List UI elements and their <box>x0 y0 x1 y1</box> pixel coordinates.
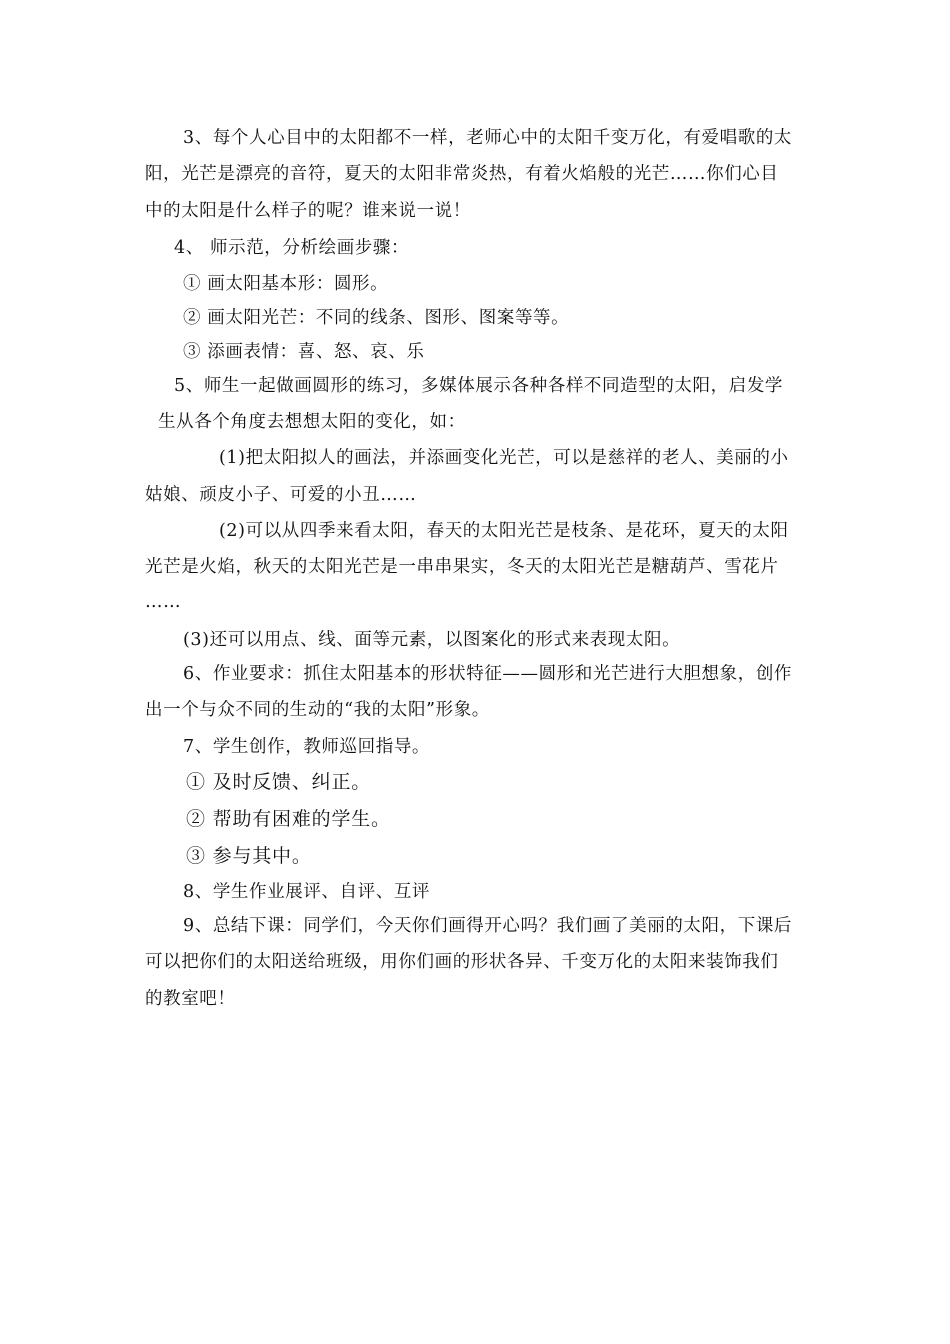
paragraph-3-line-1: 3、每个人心目中的太阳都不一样，老师心中的太阳千变万化，有爱唱歌的太 <box>183 128 793 148</box>
step-4-item-1: ① 画太阳基本形：圆形。 <box>183 274 389 294</box>
paragraph-5-line-2: 生从各个角度去想想太阳的变化，如： <box>158 412 466 432</box>
sub-item-2-line-2: 光芒是火焰，秋天的太阳光芒是一串串果实，冬天的太阳光芒是糖葫芦、雪花片 <box>145 557 779 577</box>
paragraph-7-item-1: ① 及时反馈、纠正。 <box>186 771 372 793</box>
step-4-heading: 4、 师示范，分析绘画步骤： <box>174 238 410 258</box>
sub-item-2-line-3: …… <box>145 592 182 612</box>
paragraph-7-item-3: ③ 参与其中。 <box>186 845 312 867</box>
paragraph-3-line-2: 阳，光芒是漂亮的音符，夏天的太阳非常炎热，有着火焰般的光芒……你们心目 <box>145 164 779 184</box>
sub-item-1-line-1: (1)把太阳拟人的画法，并添画变化光芒，可以是慈祥的老人、美丽的小 <box>219 448 789 468</box>
sub-item-2-line-1: (2)可以从四季来看太阳，春天的太阳光芒是枝条、是花环，夏天的太阳 <box>219 521 789 541</box>
paragraph-6-line-2: 出一个与众不同的生动的“我的太阳”形象。 <box>145 700 490 720</box>
paragraph-3-line-3: 中的太阳是什么样子的呢？谁来说一说！ <box>145 201 471 221</box>
paragraph-7-heading: 7、学生创作，教师巡回指导。 <box>183 737 431 757</box>
paragraph-6-line-1: 6、作业要求：抓住太阳基本的形状特征——圆形和光芒进行大胆想象，创作 <box>183 664 793 684</box>
paragraph-5-line-1: 5、师生一起做画圆形的练习，多媒体展示各种各样不同造型的太阳，启发学 <box>174 376 784 396</box>
sub-item-1-line-2: 姑娘、顽皮小子、可爱的小丑…… <box>145 485 417 505</box>
paragraph-7-item-2: ② 帮助有困难的学生。 <box>186 808 391 830</box>
paragraph-9-line-2: 可以把你们的太阳送给班级，用你们画的形状各异、千变万化的太阳来装饰我们 <box>145 952 779 972</box>
step-4-item-2: ② 画太阳光芒：不同的线条、图形、图案等等。 <box>183 308 570 328</box>
sub-item-3: (3)还可以用点、线、面等元素，以图案化的形式来表现太阳。 <box>183 630 681 650</box>
paragraph-9-line-1: 9、总结下课：同学们，今天你们画得开心吗？我们画了美丽的太阳，下课后 <box>183 916 793 936</box>
step-4-item-3: ③ 添画表情：喜、怒、哀、乐 <box>183 342 425 362</box>
paragraph-8: 8、学生作业展评、自评、互评 <box>183 882 431 902</box>
paragraph-9-line-3: 的教室吧！ <box>145 989 236 1009</box>
